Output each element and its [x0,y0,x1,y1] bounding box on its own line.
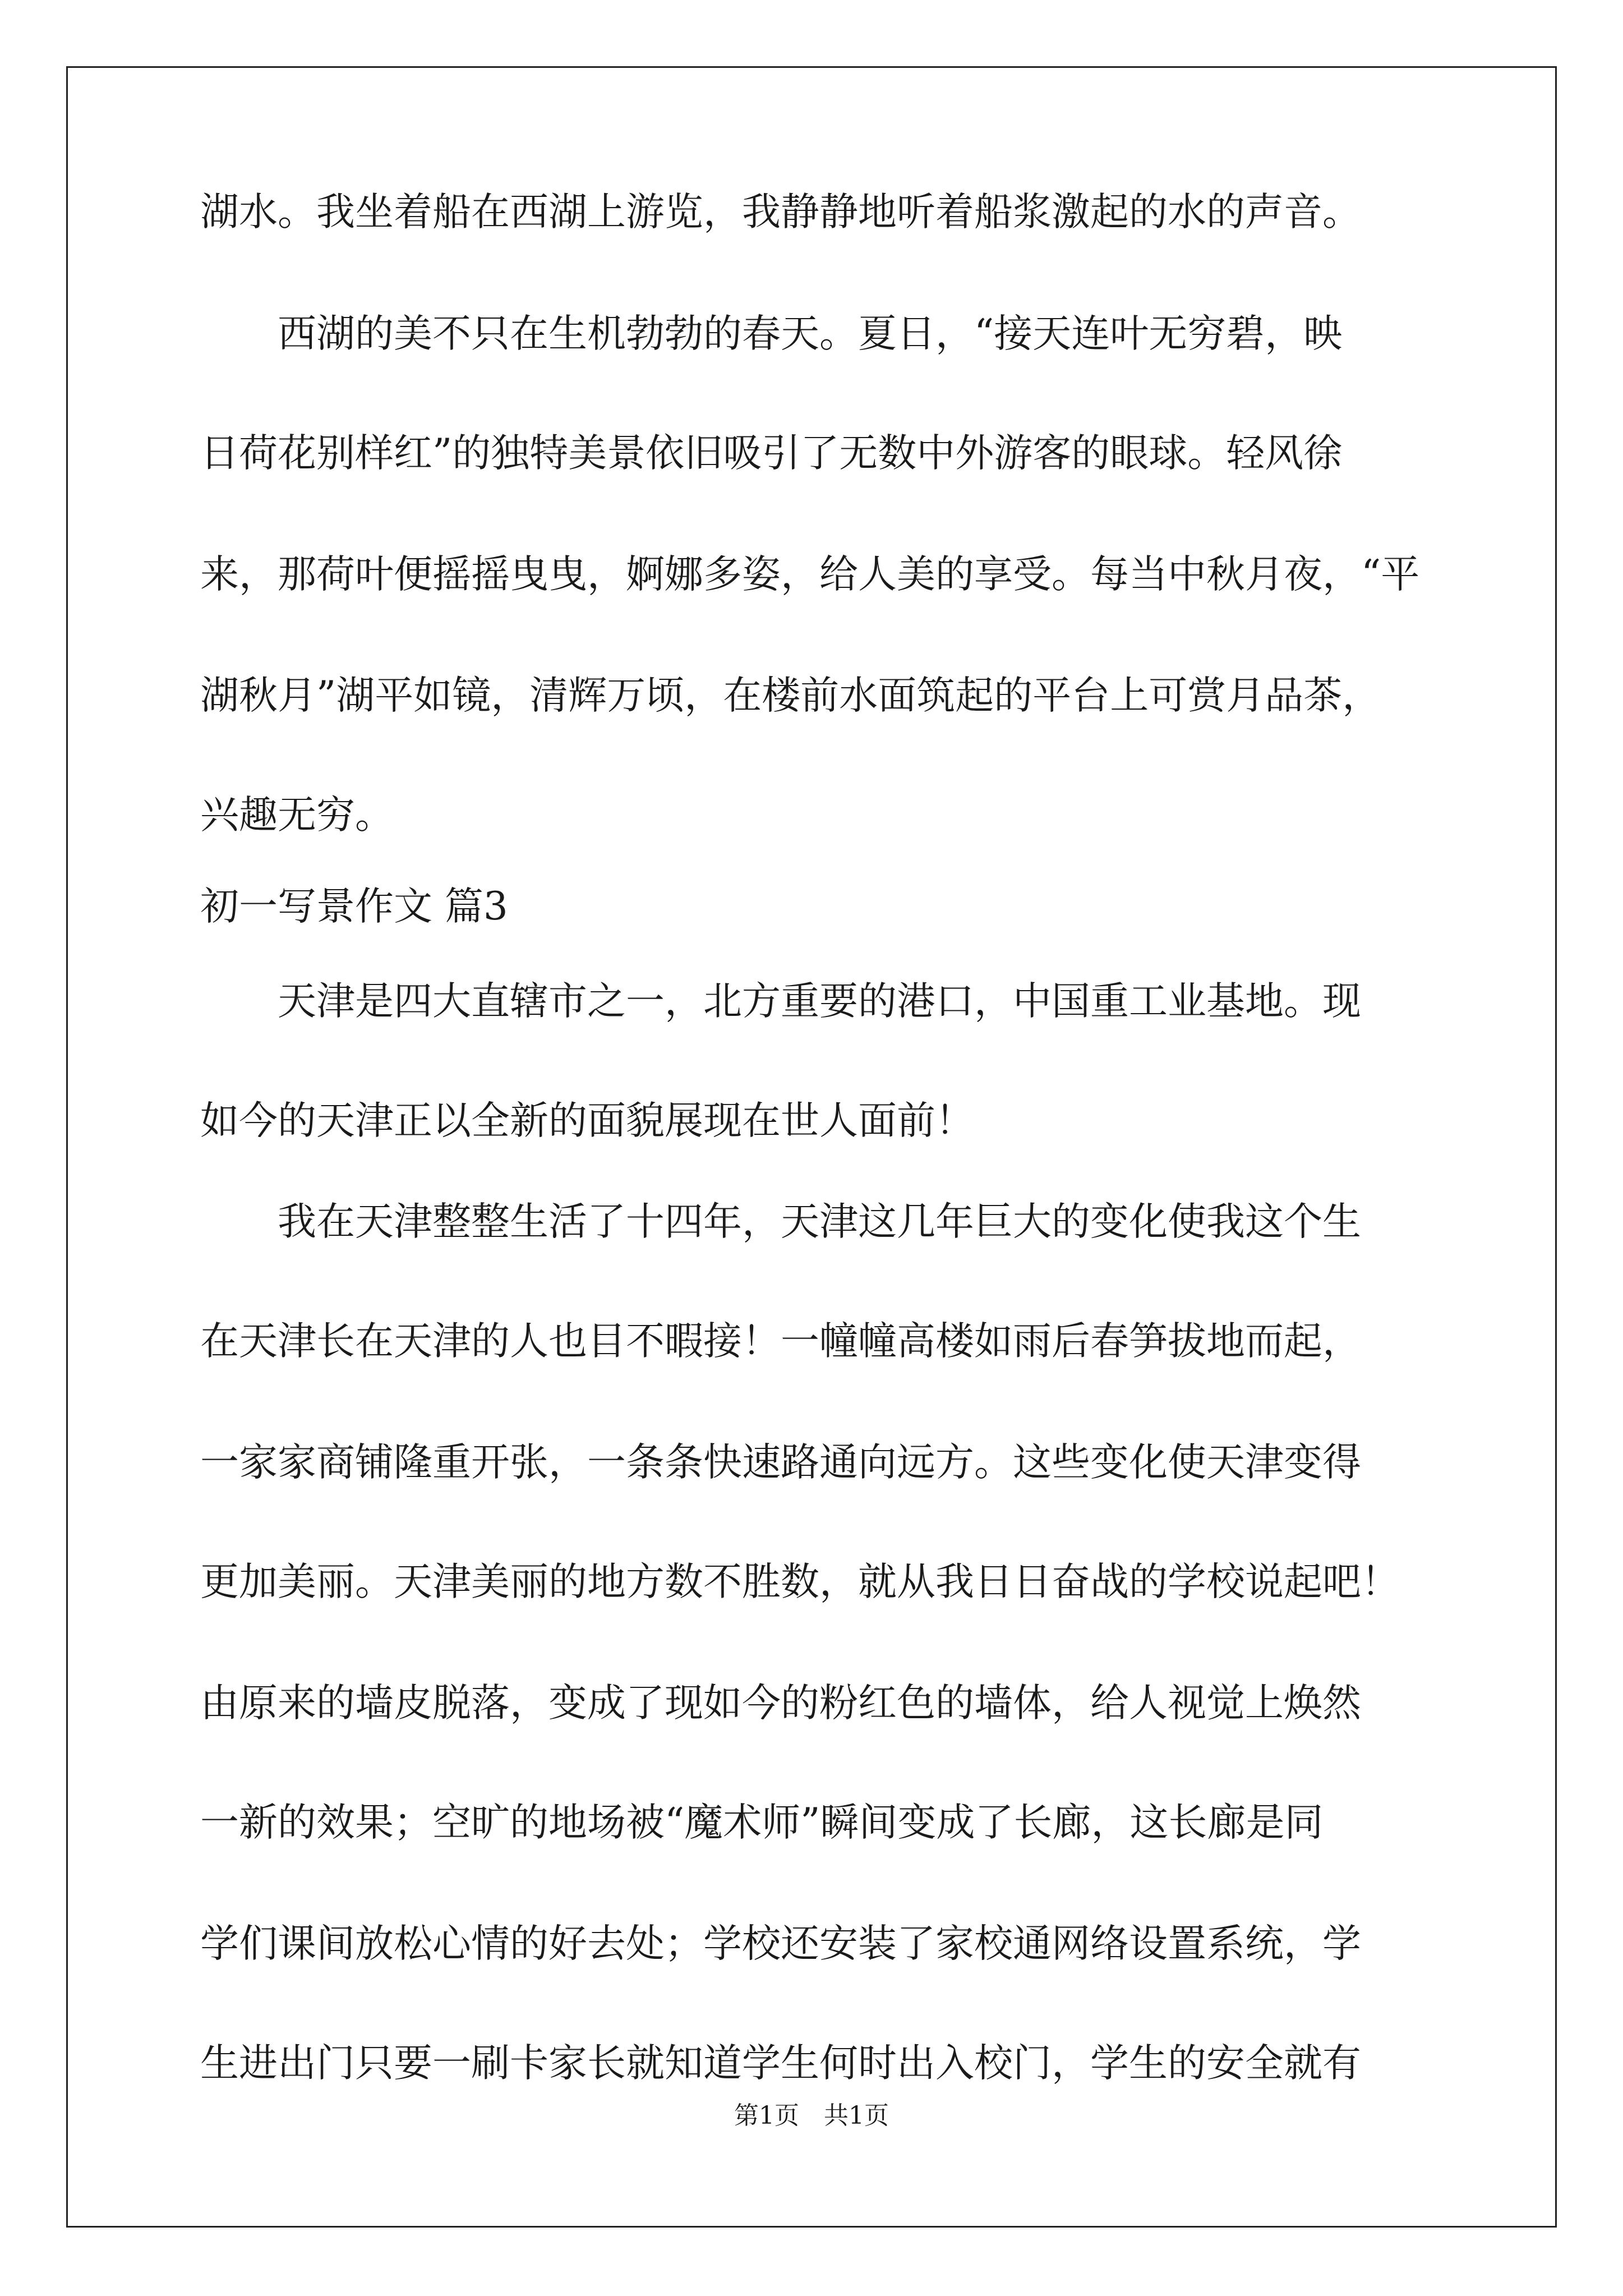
text-line: 湖秋月”湖平如镜，清辉万顷，在楼前水面筑起的平台上可赏月品茶， [200,673,1381,718]
text-line: 来，那荷叶便摇摇曳曳，婀娜多姿，给人美的享受。每当中秋月夜，“平 [200,552,1420,597]
section-heading: 初一写景作文 篇3 [200,884,508,929]
text-line: 一家家商铺隆重开张，一条条快速路通向远方。这些变化使天津变得 [200,1440,1361,1485]
text-line: 日荷花别样红”的独特美景依旧吸引了无数中外游客的眼球。轻风徐 [200,431,1343,476]
text-line: 天津是四大直辖市之一，北方重要的港口，中国重工业基地。现 [200,979,1361,1024]
page-border [66,66,1557,2228]
text-line: 在天津长在天津的人也目不暇接！一幢幢高楼如雨后春笋拔地而起， [200,1319,1361,1364]
text-line: 一新的效果；空旷的地场被“魔术师”瞬间变成了长廊，这长廊是同 [200,1800,1324,1845]
text-line: 生进出门只要一刷卡家长就知道学生何时出入校门，学生的安全就有 [200,2041,1361,2086]
text-line: 如今的天津正以全新的面貌展现在世人面前！ [200,1098,974,1143]
text-line: 我在天津整整生活了十四年，天津这几年巨大的变化使我这个生 [200,1199,1361,1244]
text-line: 更加美丽。天津美丽的地方数不胜数，就从我日日奋战的学校说起吧！ [200,1559,1400,1604]
text-line: 学们课间放松心情的好去处；学校还安装了家校通网络设置系统，学 [200,1921,1361,1966]
text-line: 湖水。我坐着船在西湖上游览，我静静地听着船浆激起的水的声音。 [200,190,1361,234]
page-number: 第1页 共1页 [734,2101,889,2130]
text-line: 兴趣无穷。 [200,793,394,838]
text-line: 由原来的墙皮脱落，变成了现如今的粉红色的墙体，给人视觉上焕然 [200,1681,1361,1726]
text-line: 西湖的美不只在生机勃勃的春天。夏日，“接天连叶无穷碧，映 [200,311,1343,356]
